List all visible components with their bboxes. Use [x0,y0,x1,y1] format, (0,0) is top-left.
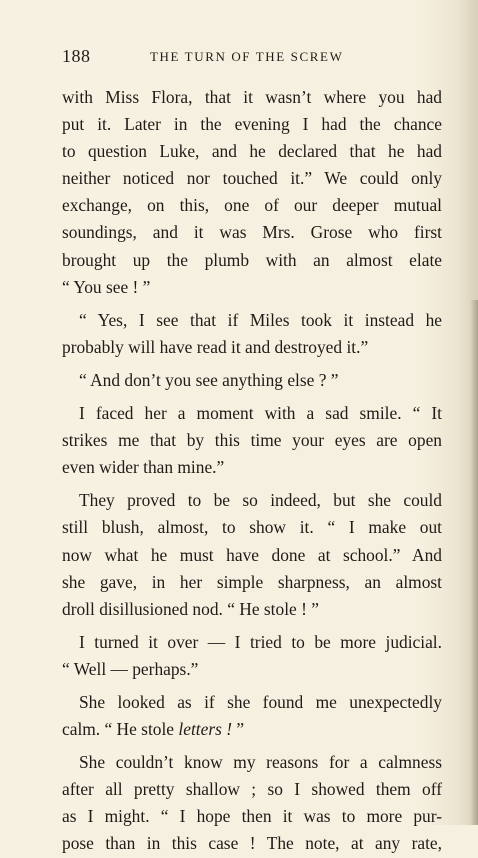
text-line: neither noticed nor touched it.” We could only [62,168,442,189]
text-line: droll disillusioned nod. “ He stole ! ” [62,598,319,619]
paragraph [62,400,442,481]
text-line: to question Luke, and he declared that he had [62,141,442,162]
text-line: “ And don’t you see anything else ? ” [79,369,339,390]
text-line: “ You see ! ” [62,276,151,297]
text-line: “ Yes, I see that if Miles took it instead he [79,309,442,330]
text-line: even wider than mine.” [62,457,225,478]
page-edge-shadow [470,300,478,825]
text-line: “ Well — perhaps.” [62,658,199,679]
text-line: She couldn’t know my reasons for a calmness [79,752,442,773]
text-line: with Miss Flora, that it wasn’t where you had [62,87,442,107]
paragraph [62,367,442,394]
text-line: They proved to be so indeed, but she could [79,490,442,511]
text-line: now what he must have done at school.” And [62,544,442,565]
running-title: THE TURN OF THE SCREW [150,49,344,64]
paragraph [62,689,442,743]
paragraph [62,307,442,361]
text-line: put it. Later in the evening I had the chance [62,114,442,135]
closing-quote: ” [232,719,245,740]
body-text [62,84,442,858]
text-line: I faced her a moment with a sad smile. “ It [79,403,442,424]
page-number: 188 [62,46,91,66]
text-line: after all pretty shallow ; so I showed them off [62,779,442,800]
line-text: calm. “ He stole [62,719,179,740]
paragraph [62,84,442,301]
page-header [62,46,442,70]
text-line [62,716,442,743]
text-line: soundings, and it was Mrs. Grose who first [62,222,442,243]
text-line: brought up the plumb with an almost elate [62,249,442,270]
text-line: pose than in this case ! The note, at any rate, [62,833,442,854]
text-line: still blush, almost, to show it. “ I make out [62,517,442,538]
paragraph [62,629,442,683]
text-line: as I might. “ I hope then it was to more pur- [62,806,442,827]
text-line: She looked as if she found me unexpectedly [79,691,442,712]
text-line: I turned it over — I tried to be more judicial. [79,631,442,652]
text-line: strikes me that by this time your eyes are open [62,430,442,451]
text-line: exchange, on this, one of our deeper mutual [62,195,442,216]
italic-text: letters ! [178,719,232,740]
text-line: probably will have read it and destroyed it.” [62,336,369,357]
paragraph [62,749,442,857]
text-line: she gave, in her simple sharpness, an almost [62,571,442,592]
paragraph [62,487,442,622]
